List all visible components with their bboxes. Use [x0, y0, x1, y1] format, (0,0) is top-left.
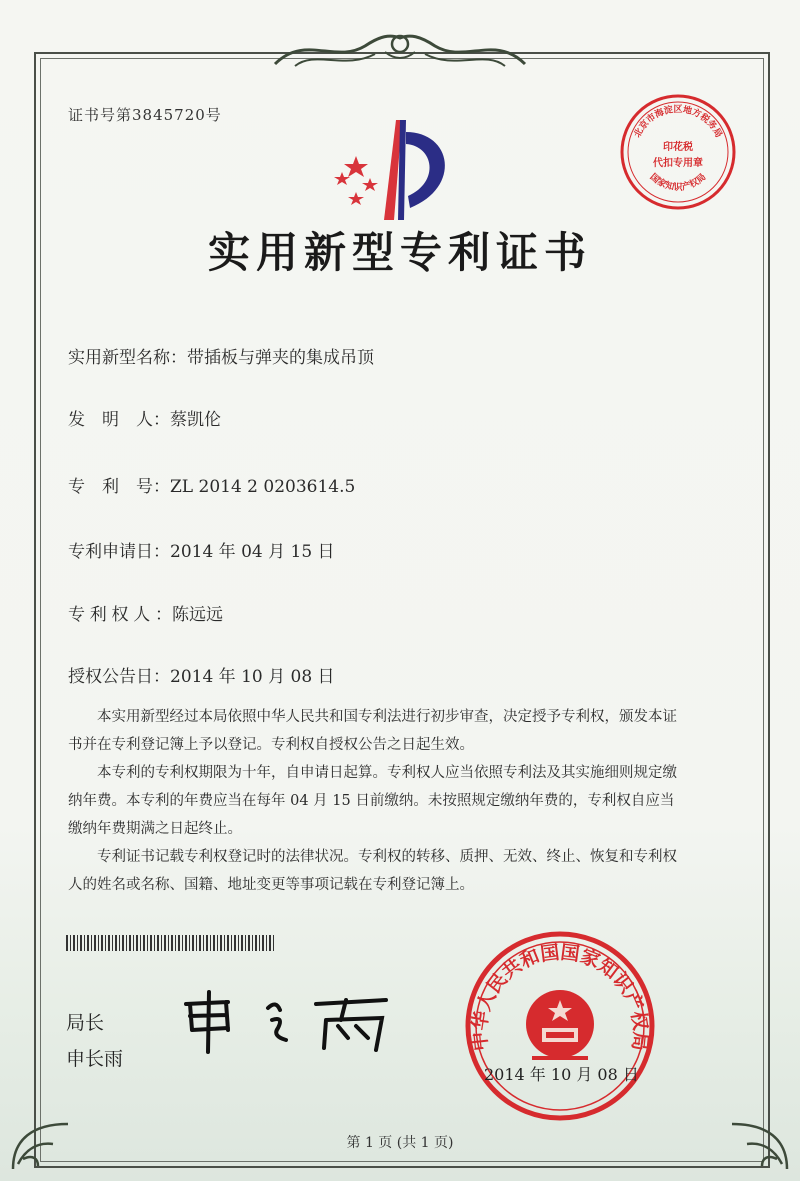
- official-seal-icon: [462, 928, 658, 1124]
- field-label: 实用新型名称：: [68, 348, 187, 368]
- tax-stamp-bottom-text: 国家知识产权局: [647, 172, 709, 193]
- field-label: 专利权人：: [68, 605, 172, 625]
- field-inventor: [68, 405, 221, 430]
- tax-stamp-center-1: 印花税: [663, 142, 693, 153]
- legal-text: [68, 703, 688, 899]
- field-patent-number: [68, 472, 355, 497]
- field-label: 授权公告日：: [68, 667, 170, 687]
- top-ornament-icon: [265, 24, 535, 74]
- tax-stamp-arc-text: 北京市海淀区地方税务局: [632, 105, 724, 140]
- page-footer: 第 1 页 (共 1 页): [346, 1135, 454, 1151]
- barcode: [66, 935, 276, 951]
- field-value: 陈远远: [172, 605, 223, 625]
- field-patentee: [68, 600, 223, 625]
- field-value: 蔡凯伦: [170, 410, 221, 430]
- paragraph-3: 专利证书记载专利权登记时的法律状况。专利权的转移、质押、无效、终止、恢复和专利权人的姓名或名称、国籍、地址变更等事项记载在专利登记簿上。: [68, 849, 677, 893]
- field-application-date: [68, 537, 335, 562]
- patent-office-logo-icon: [322, 112, 472, 224]
- seal-date: 2014 年 10 月 08 日: [484, 1065, 639, 1084]
- field-value: 2014 年 04 月 15 日: [170, 542, 335, 562]
- certificate-title: 实用新型专利证书: [207, 228, 592, 277]
- tax-stamp-center-2: 代扣专用章: [653, 158, 703, 169]
- field-grant-announcement-date: [68, 662, 335, 687]
- director-name: 申长雨: [66, 1048, 124, 1070]
- field-value: 带插板与弹夹的集成吊顶: [187, 348, 374, 368]
- field-label: 发 明 人：: [68, 410, 170, 430]
- director-title: 局长: [66, 1012, 105, 1034]
- field-utility-model-name: [68, 343, 374, 368]
- director-signature-icon: [176, 990, 406, 1054]
- paragraph-1: 本实用新型经过本局依照中华人民共和国专利法进行初步审查，决定授予专利权，颁发本证书并在专利登记簿上予以登记。专利权自授权公告之日起生效。: [68, 709, 677, 753]
- field-value: ZL 2014 2 0203614.5: [170, 477, 356, 497]
- field-value: 2014 年 10 月 08 日: [170, 667, 335, 687]
- paragraph-2: 本专利的专利权期限为十年，自申请日起算。专利权人应当依照专利法及其实施细则规定缴纳年费。本专利的年费应当在每年 04 月 15 日前缴纳。未按照规定缴纳年费的，专利权自应当缴纳年费期满之日起终止。: [68, 765, 677, 837]
- seal-arc-text: 中华人民共和国国家知识产权局: [468, 941, 652, 1052]
- svg-text:国家知识产权局: [648, 171, 709, 193]
- field-label: 专 利 号：: [68, 477, 170, 497]
- tax-stamp-icon: [618, 92, 738, 212]
- certificate-number: 证书号第3845720号: [68, 106, 222, 124]
- field-label: 专利申请日：: [68, 542, 170, 562]
